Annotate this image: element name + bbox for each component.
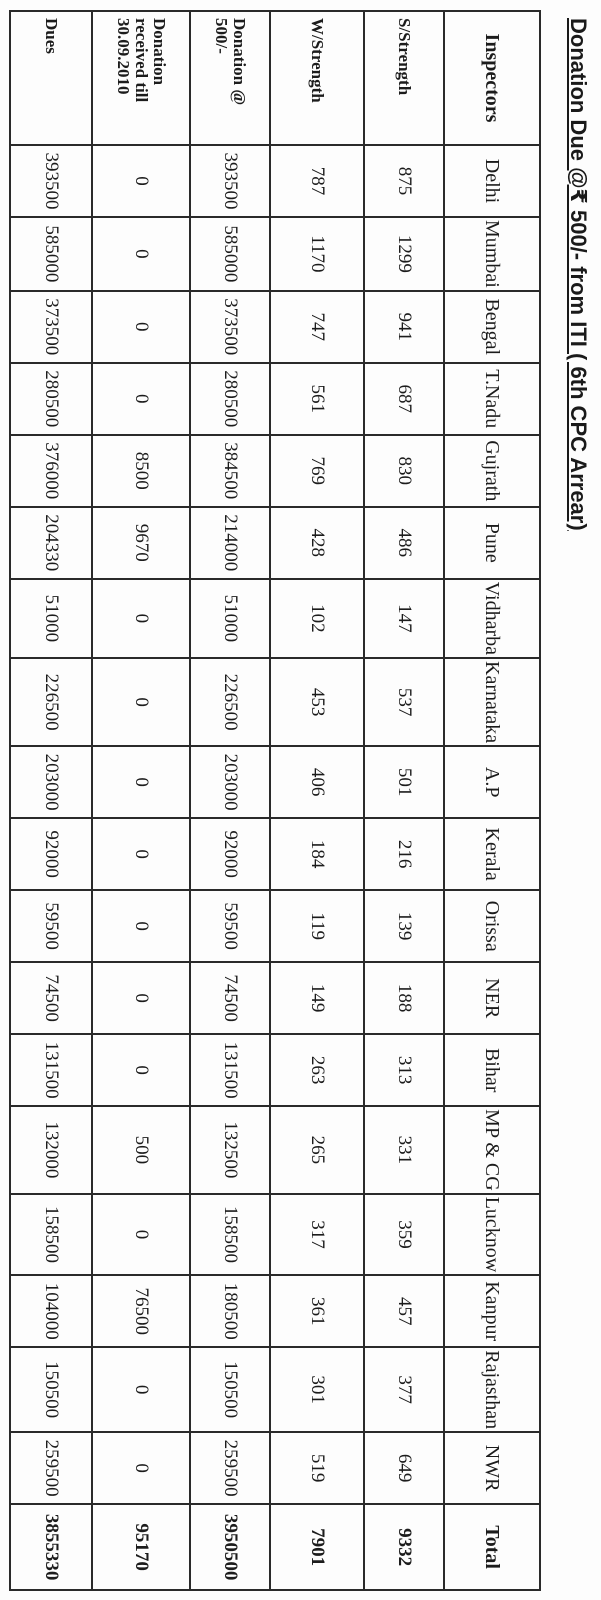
cell-s-strength: 359 xyxy=(364,1194,444,1276)
cell-w-strength: 428 xyxy=(270,507,364,579)
cell-donation: 384500 xyxy=(190,435,270,507)
row-label-s-strength: S/Strength xyxy=(364,11,444,145)
cell-dues: 376000 xyxy=(10,435,92,507)
cell-s-strength: 139 xyxy=(364,890,444,962)
cell-donation: 214000 xyxy=(190,507,270,579)
cell-s-strength: 1299 xyxy=(364,217,444,291)
cell-dues: 585000 xyxy=(10,217,92,291)
cell-s-strength: 687 xyxy=(364,363,444,435)
cell-received: 0 xyxy=(92,363,190,435)
cell-received: 0 xyxy=(92,291,190,363)
cell-inspector: Bihar xyxy=(444,1034,540,1106)
cell-s-strength: 875 xyxy=(364,145,444,217)
donation-dues-table xyxy=(9,10,541,1591)
cell-donation-total: 3950500 xyxy=(190,1504,270,1590)
cell-w-strength: 102 xyxy=(270,579,364,658)
cell-s-strength: 313 xyxy=(364,1034,444,1106)
cell-s-strength: 941 xyxy=(364,291,444,363)
cell-inspector: NER xyxy=(444,962,540,1034)
row-received xyxy=(92,11,190,1590)
cell-s-strength: 501 xyxy=(364,746,444,818)
cell-w-strength: 149 xyxy=(270,962,364,1034)
cell-received: 0 xyxy=(92,1432,190,1504)
cell-w-strength: 361 xyxy=(270,1275,364,1347)
cell-inspector: Kerala xyxy=(444,818,540,890)
cell-donation: 226500 xyxy=(190,658,270,746)
cell-s-strength: 216 xyxy=(364,818,444,890)
row-label-inspectors: Inspectors xyxy=(444,11,540,145)
cell-donation: 203000 xyxy=(190,746,270,818)
cell-w-strength: 519 xyxy=(270,1432,364,1504)
cell-w-strength: 453 xyxy=(270,658,364,746)
cell-inspector: Mumbai xyxy=(444,217,540,291)
cell-dues: 131500 xyxy=(10,1034,92,1106)
cell-donation: 585000 xyxy=(190,217,270,291)
cell-inspector: Delhi xyxy=(444,145,540,217)
cell-donation: 259500 xyxy=(190,1432,270,1504)
cell-dues: 280500 xyxy=(10,363,92,435)
cell-w-strength: 301 xyxy=(270,1347,364,1432)
cell-w-strength: 787 xyxy=(270,145,364,217)
cell-inspector: Rajasthan xyxy=(444,1347,540,1432)
cell-dues: 104000 xyxy=(10,1275,92,1347)
row-label-donation: Donation @ 500/- xyxy=(190,11,270,145)
cell-inspector: A.P xyxy=(444,746,540,818)
cell-donation: 180500 xyxy=(190,1275,270,1347)
cell-inspector: Gujrath xyxy=(444,435,540,507)
cell-dues: 150500 xyxy=(10,1347,92,1432)
cell-w-strength: 119 xyxy=(270,890,364,962)
cell-s-strength: 457 xyxy=(364,1275,444,1347)
cell-donation: 373500 xyxy=(190,291,270,363)
cell-w-strength: 769 xyxy=(270,435,364,507)
cell-dues: 158500 xyxy=(10,1194,92,1276)
cell-dues: 204330 xyxy=(10,507,92,579)
cell-donation: 280500 xyxy=(190,363,270,435)
cell-s-strength: 377 xyxy=(364,1347,444,1432)
cell-received: 9670 xyxy=(92,507,190,579)
cell-received: 0 xyxy=(92,145,190,217)
cell-s-strength: 147 xyxy=(364,579,444,658)
cell-dues: 59500 xyxy=(10,890,92,962)
cell-received: 0 xyxy=(92,818,190,890)
cell-dues-total: 3855330 xyxy=(10,1504,92,1590)
cell-received: 8500 xyxy=(92,435,190,507)
cell-inspector: Kanpur xyxy=(444,1275,540,1347)
document-title: Donation Due @₹ 500/- from ITI ( 6th CPC Arrear) xyxy=(566,18,591,531)
cell-received: 0 xyxy=(92,1347,190,1432)
cell-w-strength: 263 xyxy=(270,1034,364,1106)
row-label-dues: Dues xyxy=(10,11,92,145)
cell-donation: 132500 xyxy=(190,1106,270,1194)
cell-dues: 393500 xyxy=(10,145,92,217)
cell-s-strength: 537 xyxy=(364,658,444,746)
cell-received: 0 xyxy=(92,962,190,1034)
row-label-w-strength: W/Strength xyxy=(270,11,364,145)
cell-s-strength: 331 xyxy=(364,1106,444,1194)
cell-inspector-total: Total xyxy=(444,1504,540,1590)
cell-donation: 131500 xyxy=(190,1034,270,1106)
row-donation xyxy=(190,11,270,1590)
cell-w-strength: 265 xyxy=(270,1106,364,1194)
cell-inspector: Pune xyxy=(444,507,540,579)
cell-received: 500 xyxy=(92,1106,190,1194)
row-label-received: Donation received till 30.09.2010 xyxy=(92,11,190,145)
cell-w-strength: 406 xyxy=(270,746,364,818)
cell-inspector: Lucknow xyxy=(444,1194,540,1276)
cell-donation: 59500 xyxy=(190,890,270,962)
cell-dues: 51000 xyxy=(10,579,92,658)
cell-received: 0 xyxy=(92,1194,190,1276)
cell-dues: 92000 xyxy=(10,818,92,890)
cell-s-strength: 830 xyxy=(364,435,444,507)
cell-donation: 158500 xyxy=(190,1194,270,1276)
cell-inspector: Orissa xyxy=(444,890,540,962)
cell-s-strength: 486 xyxy=(364,507,444,579)
cell-s-strength: 188 xyxy=(364,962,444,1034)
cell-w-strength-total: 7901 xyxy=(270,1504,364,1590)
cell-dues: 74500 xyxy=(10,962,92,1034)
row-inspectors xyxy=(444,11,540,1590)
cell-inspector: MP & CG xyxy=(444,1106,540,1194)
cell-received: 0 xyxy=(92,658,190,746)
row-w-strength xyxy=(270,11,364,1590)
cell-w-strength: 561 xyxy=(270,363,364,435)
cell-w-strength: 317 xyxy=(270,1194,364,1276)
cell-dues: 373500 xyxy=(10,291,92,363)
row-dues xyxy=(10,11,92,1590)
cell-w-strength: 1170 xyxy=(270,217,364,291)
cell-donation: 92000 xyxy=(190,818,270,890)
cell-donation: 74500 xyxy=(190,962,270,1034)
cell-received: 0 xyxy=(92,890,190,962)
cell-received: 0 xyxy=(92,1034,190,1106)
cell-dues: 226500 xyxy=(10,658,92,746)
cell-dues: 203000 xyxy=(10,746,92,818)
cell-inspector: NWR xyxy=(444,1432,540,1504)
cell-dues: 132000 xyxy=(10,1106,92,1194)
cell-s-strength-total: 9332 xyxy=(364,1504,444,1590)
cell-donation: 51000 xyxy=(190,579,270,658)
cell-received: 0 xyxy=(92,579,190,658)
cell-received: 0 xyxy=(92,746,190,818)
cell-inspector: Karnataka xyxy=(444,658,540,746)
cell-received-total: 95170 xyxy=(92,1504,190,1590)
cell-dues: 259500 xyxy=(10,1432,92,1504)
cell-received: 0 xyxy=(92,217,190,291)
cell-inspector: Bengal xyxy=(444,291,540,363)
cell-w-strength: 747 xyxy=(270,291,364,363)
cell-s-strength: 649 xyxy=(364,1432,444,1504)
cell-inspector: T.Nadu xyxy=(444,363,540,435)
row-s-strength xyxy=(364,11,444,1590)
cell-w-strength: 184 xyxy=(270,818,364,890)
cell-received: 76500 xyxy=(92,1275,190,1347)
cell-donation: 150500 xyxy=(190,1347,270,1432)
cell-donation: 393500 xyxy=(190,145,270,217)
cell-inspector: Vidharba xyxy=(444,579,540,658)
